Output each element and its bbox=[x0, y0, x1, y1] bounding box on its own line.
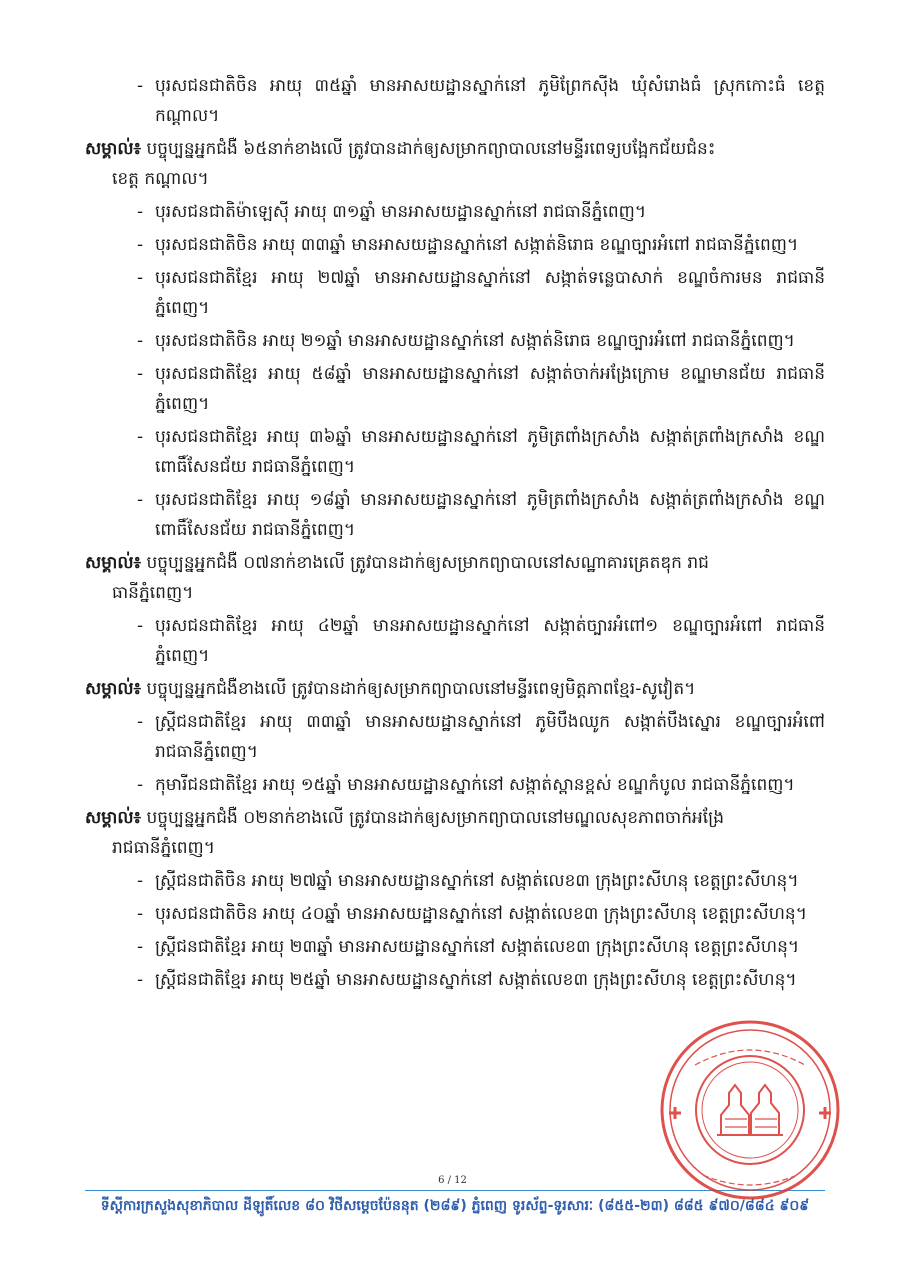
dash-bullet: - bbox=[137, 490, 144, 510]
patient-description: បុរសជនជាតិខ្មែរ អាយុ ២៧ឆ្នាំ មានអាសយដ្ឋានស្នាក់នៅ សង្កាត់ទន្លេបាសាក់ ខណ្ឌចំការមន រាជធានីភ្នំពេញ។ bbox=[155, 268, 825, 318]
note-paragraph bbox=[85, 548, 825, 608]
dash-bullet: - bbox=[137, 202, 144, 222]
dash-bullet: - bbox=[137, 871, 144, 891]
patient-list-item bbox=[85, 866, 825, 896]
dash-bullet: - bbox=[137, 904, 144, 924]
note-text: បច្ចុប្បន្នអ្នកជំងឺ ៦៥នាក់ខាងលើ ត្រូវបានដាក់ឲ្យសម្រាកព្យាបាលនៅមន្ទីរពេទ្យបង្អែកជ័យជំនះ bbox=[146, 139, 716, 159]
note-text: បច្ចុប្បន្នអ្នកជំងឺ ០២នាក់ខាងលើ ត្រូវបានដាក់ឲ្យសម្រាកព្យាបាលនៅមណ្ឌលសុខភាពចាក់អង្រែ bbox=[146, 808, 725, 828]
patient-description: បុរសជនជាតិម៉ាឡេស៊ី អាយុ ៣១ឆ្នាំ មានអាសយដ្ឋានស្នាក់នៅ រាជធានីភ្នំពេញ។ bbox=[155, 202, 647, 222]
patient-description: បុរសជនជាតិខ្មែរ អាយុ ១៨ឆ្នាំ មានអាសយដ្ឋានស្នាក់នៅ ភូមិត្រពាំងក្រសាំង សង្កាត់ត្រពាំងក្រសាំង ខណ្ឌពោធិ៍សែនជ័យ រាជធានីភ្នំពេញ។ bbox=[155, 490, 825, 540]
page-number: 6 / 12 bbox=[438, 1175, 467, 1186]
patient-list-item bbox=[85, 230, 825, 260]
dash-bullet: - bbox=[137, 268, 144, 288]
note-paragraph bbox=[85, 803, 825, 863]
patient-list-item bbox=[85, 71, 825, 131]
dash-bullet: - bbox=[137, 235, 144, 255]
patient-list-item bbox=[85, 326, 825, 356]
note-text-continuation: រាជធានីភ្នំពេញ។ bbox=[112, 838, 215, 858]
patient-list-item bbox=[85, 965, 825, 995]
patient-list-item bbox=[85, 770, 825, 800]
patient-list-item bbox=[85, 359, 825, 419]
patient-list-item bbox=[85, 611, 825, 671]
note-paragraph bbox=[85, 134, 825, 194]
patient-list-item bbox=[85, 707, 825, 767]
patient-list-item bbox=[85, 422, 825, 482]
patient-list-item bbox=[85, 932, 825, 962]
note-label: សម្គាល់៖ bbox=[85, 139, 142, 159]
dash-bullet: - bbox=[137, 76, 144, 96]
patient-description: បុរសជនជាតិចិន អាយុ ៣៣ឆ្នាំ មានអាសយដ្ឋានស្នាក់នៅ សង្កាត់និរោធ ខណ្ឌច្បារអំពៅ រាជធានីភ្នំពេញ។ bbox=[155, 235, 799, 255]
dash-bullet: - bbox=[137, 712, 144, 732]
dash-bullet: - bbox=[137, 364, 144, 384]
patient-description: បុរសជនជាតិចិន អាយុ ៤០ឆ្នាំ មានអាសយដ្ឋានស្នាក់នៅ សង្កាត់លេខ៣ ក្រុងព្រះសីហនុ ខេត្តព្រះសីហនុ។ bbox=[155, 904, 807, 924]
dash-bullet: - bbox=[137, 970, 144, 990]
note-text-continuation: ធានីភ្នំពេញ។ bbox=[112, 583, 194, 603]
dash-bullet: - bbox=[137, 427, 144, 447]
patient-list-item bbox=[85, 197, 825, 227]
note-paragraph bbox=[85, 674, 825, 704]
note-text-continuation: ខេត្ត កណ្តាល។ bbox=[112, 169, 209, 189]
dash-bullet: - bbox=[137, 616, 144, 636]
dash-bullet: - bbox=[137, 775, 144, 795]
patient-list-item bbox=[85, 899, 825, 929]
note-text: បច្ចុប្បន្នអ្នកជំងឺខាងលើ ត្រូវបានដាក់ឲ្យសម្រាកព្យាបាលនៅមន្ទីរពេទ្យមិត្តភាពខ្មែរ-សូវៀត។ bbox=[146, 679, 696, 699]
dash-bullet: - bbox=[137, 331, 144, 351]
patient-description: ស្ត្រីជនជាតិខ្មែរ អាយុ ២៣ឆ្នាំ មានអាសយដ្ឋានស្នាក់នៅ សង្កាត់លេខ៣ ក្រុងព្រះសីហនុ ខេត្តព្រះសីហនុ។ bbox=[155, 937, 800, 957]
patient-description: បុរសជនជាតិចិន អាយុ ២១ឆ្នាំ មានអាសយដ្ឋានស្នាក់នៅ សង្កាត់និរោធ ខណ្ឌច្បារអំពៅ រាជធានីភ្នំពេញ។ bbox=[155, 331, 795, 351]
note-label: សម្គាល់៖ bbox=[85, 808, 142, 828]
patient-description: បុរសជនជាតិខ្មែរ អាយុ ៣៦ឆ្នាំ មានអាសយដ្ឋានស្នាក់នៅ ភូមិត្រពាំងក្រសាំង សង្កាត់ត្រពាំងក្រសាំង ខណ្ឌពោធិ៍សែនជ័យ រាជធានីភ្នំពេញ។ bbox=[155, 427, 825, 477]
patient-list-item bbox=[85, 485, 825, 545]
patient-description: ស្ត្រីជនជាតិខ្មែរ អាយុ ៣៣ឆ្នាំ មានអាសយដ្ឋានស្នាក់នៅ ភូមិបឹងឈូក សង្កាត់បឹងស្នោរ ខណ្ឌច្បារអំពៅ រាជធានីភ្នំពេញ។ bbox=[155, 712, 825, 762]
footer-address: ទីស្តីការក្រសួងសុខាភិបាល ដីឡូតិ៍លេខ ៨០ វិថីសម្តេចប៉ែននុត (២៨៩) ភ្នំពេញ ទូរស័ព្ទ-ទូរសារៈ (៨៥៥-២៣) ៨៨៥ ៩៧០/៨៨៤ ៩០៩ bbox=[100, 1198, 810, 1214]
note-label: សម្គាល់៖ bbox=[85, 679, 142, 699]
document-body bbox=[85, 68, 825, 995]
patient-description: បុរសជនជាតិខ្មែរ អាយុ ៤២ឆ្នាំ មានអាសយដ្ឋានស្នាក់នៅ សង្កាត់ច្បារអំពៅ១ ខណ្ឌច្បារអំពៅ រាជធានីភ្នំពេញ។ bbox=[155, 616, 825, 666]
dash-bullet: - bbox=[137, 937, 144, 957]
note-text: បច្ចុប្បន្នអ្នកជំងឺ ០៧នាក់ខាងលើ ត្រូវបានដាក់ឲ្យសម្រាកព្យាបាលនៅសណ្ឋាគារគ្រេតឌុក រាជ bbox=[146, 553, 709, 573]
note-label: សម្គាល់៖ bbox=[85, 553, 142, 573]
patient-description: បុរសជនជាតិចិន អាយុ ៣៥ឆ្នាំ មានអាសយដ្ឋានស្នាក់នៅ ភូមិព្រែកស៊ីង ឃុំសំរោងធំ ស្រុកកោះធំ ខេត្តកណ្តាល។ bbox=[155, 76, 825, 126]
official-seal-stamp bbox=[655, 1015, 845, 1205]
patient-list-item bbox=[85, 263, 825, 323]
patient-description: បុរសជនជាតិខ្មែរ អាយុ ៥៨ឆ្នាំ មានអាសយដ្ឋានស្នាក់នៅ សង្កាត់ចាក់អង្រែក្រោម ខណ្ឌមានជ័យ រាជធានីភ្នំពេញ។ bbox=[155, 364, 825, 414]
patient-description: កុមារីជនជាតិខ្មែរ អាយុ ១៥ឆ្នាំ មានអាសយដ្ឋានស្នាក់នៅ សង្កាត់ស្ពានខ្ពស់ ខណ្ឌកំបូល រាជធានីភ្នំពេញ។ bbox=[155, 775, 795, 795]
patient-description: ស្ត្រីជនជាតិខ្មែរ អាយុ ២៥ឆ្នាំ មានអាសយដ្ឋានស្នាក់នៅ សង្កាត់លេខ៣ ក្រុងព្រះសីហនុ ខេត្តព្រះសីហនុ។ bbox=[155, 970, 797, 990]
patient-description: ស្ត្រីជនជាតិចិន អាយុ ២៧ឆ្នាំ មានអាសយដ្ឋានស្នាក់នៅ សង្កាត់លេខ៣ ក្រុងព្រះសីហនុ ខេត្តព្រះសីហនុ។ bbox=[155, 871, 799, 891]
